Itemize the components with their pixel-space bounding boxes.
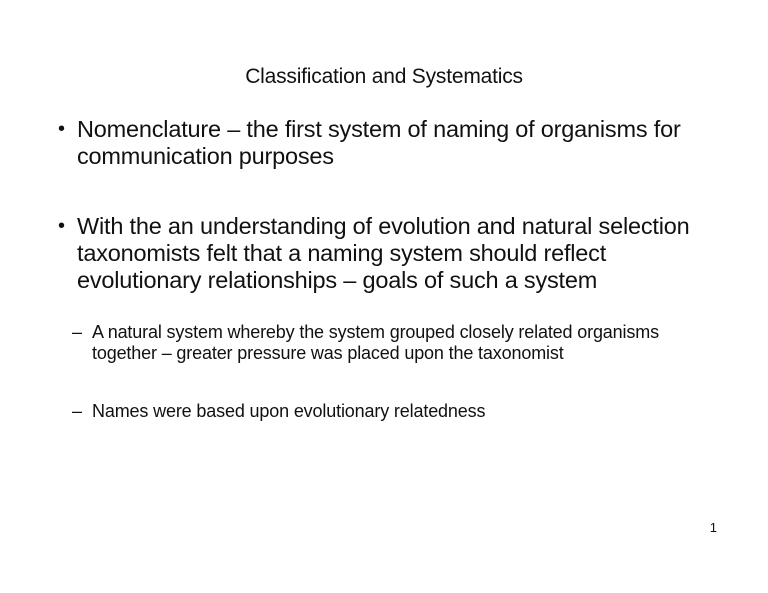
sub-bullet-text: A natural system whereby the system grouped closely related organisms together – greater pressure was placed upon the taxonomist <box>92 322 659 363</box>
sub-bullet-marker: – <box>72 401 82 421</box>
page-number: 1 <box>709 520 717 535</box>
bullet-text: Nomenclature – the first system of naming of organisms for communication purposes <box>77 116 681 169</box>
slide-title: Classification and Systematics <box>245 65 523 88</box>
bullet-marker: • <box>58 118 65 140</box>
bullet-text: With the an understanding of evolution and natural selection taxonomists felt that a naming system should reflect evolutionary relationships – goals of such a system <box>77 213 690 293</box>
sub-bullet-marker: – <box>72 322 82 342</box>
bullet-item <box>58 116 717 170</box>
sub-bullet-item <box>72 322 712 364</box>
bullet-marker: • <box>58 215 65 237</box>
sub-bullet-item <box>72 401 712 422</box>
bullet-item <box>58 213 717 294</box>
sub-bullet-text: Names were based upon evolutionary relatedness <box>92 401 486 421</box>
